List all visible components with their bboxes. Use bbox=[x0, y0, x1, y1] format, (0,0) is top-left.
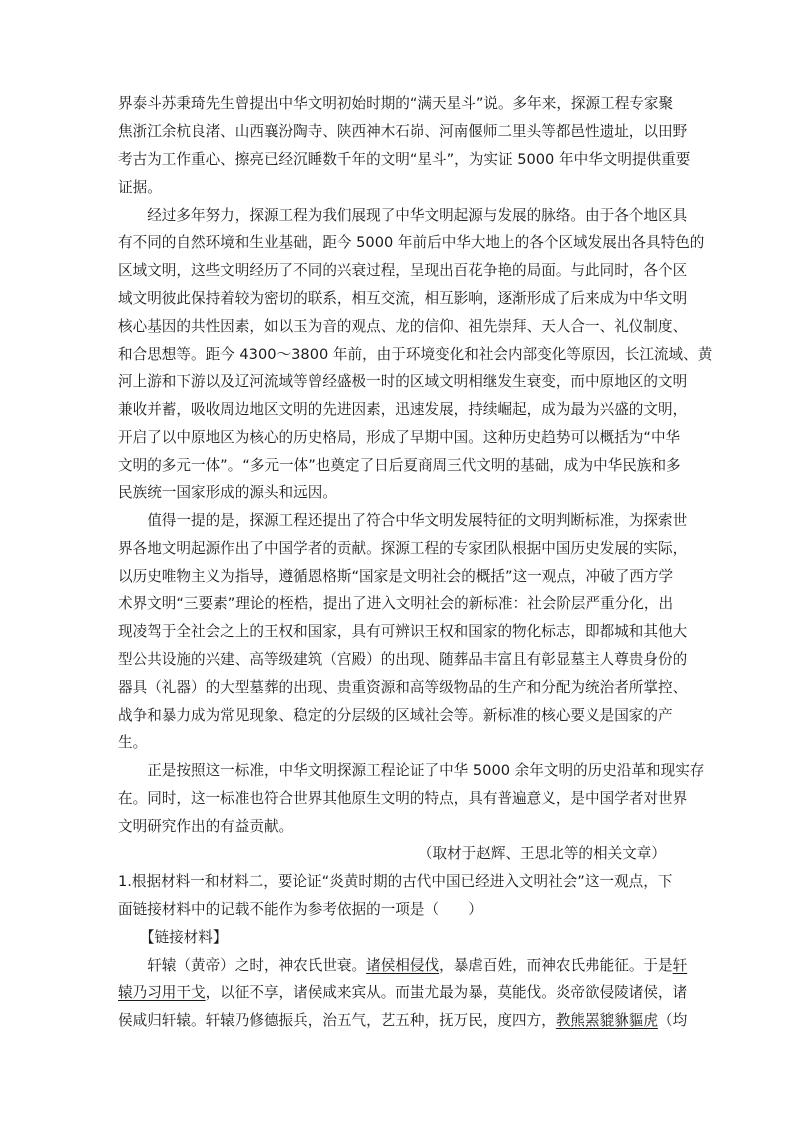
paragraph-line: 生。 bbox=[118, 734, 148, 751]
paragraph-line: 河上游和下游以及辽河流域等曾经盛极一时的区域文明相继发生衰变，而中原地区的文明 bbox=[118, 373, 688, 390]
passage-text: ，以征不享，诸侯咸来宾从。而蚩尤最为暴，莫能伐。炎帝欲侵陵诸侯，诸 bbox=[205, 984, 688, 1001]
paragraph-line: 区域文明，这些文明经历了不同的兴衰过程，呈现出百花争艳的局面。与此同时，各个区 bbox=[118, 262, 688, 279]
paragraph-line: 兼收并蓄，吸收周边地区文明的先进因素，迅速发展，持续崛起，成为最为兴盛的文明， bbox=[118, 401, 688, 418]
passage-text: 侯咸归轩辕。轩辕乃修德振兵，治五气，艺五种，抚万民，度四方， bbox=[118, 1012, 556, 1029]
passage-text: （均 bbox=[658, 1012, 688, 1029]
paragraph-line: 文明研究作出的有益贡献。 bbox=[118, 818, 294, 835]
passage-text: 轩辕（黄帝）之时，神农氏世衰。 bbox=[118, 957, 367, 974]
paragraph-line: 焦浙江余杭良渚、山西襄汾陶寺、陕西神木石峁、河南偃师二里头等都邑性遗址，以田野 bbox=[118, 123, 688, 140]
paragraph-line: 开启了以中原地区为核心的历史格局，形成了早期中国。这种历史趋势可以概括为“中华 bbox=[118, 429, 681, 446]
paragraph-line: 值得一提的是，探源工程还提出了符合中华文明发展特征的文明判断标准，为探索世 bbox=[118, 512, 688, 529]
underlined-phrase: 轩 bbox=[672, 957, 688, 974]
paragraph-line: 核心基因的共性因素，如以玉为音的观点、龙的信仰、祖先崇拜、天人合一、礼仪制度、 bbox=[118, 318, 688, 335]
paragraph-line: 现凌驾于全社会之上的王权和国家，具有可辨识王权和国家的物化标志，即都城和其他大 bbox=[118, 623, 688, 640]
paragraph-line: 型公共设施的兴建、高等级建筑（宫殿）的出现、随葬品丰富且有彰显墓主人尊贵身份的 bbox=[118, 651, 688, 668]
paragraph-line: 证据。 bbox=[118, 179, 162, 196]
paragraph-line: 经过多年努力，探源工程为我们展现了中华文明起源与发展的脉络。由于各个地区具 bbox=[118, 207, 688, 224]
paragraph-line: 考古为工作重心、擦亮已经沉睡数千年的文明“星斗”，为实证 5000 年中华文明提供重要 bbox=[118, 151, 691, 168]
underlined-phrase: 教熊罴貔貅貙虎 bbox=[555, 1012, 658, 1029]
paragraph-line: 界各地文明起源作出了中国学者的贡献。探源工程的专家团队根据中国历史发展的实际， bbox=[118, 540, 688, 557]
question-line: 1.根据材料一和材料二，要论证“炎黄时期的古代中国已经进入文明社会”这一观点，下 bbox=[118, 873, 673, 890]
passage-line bbox=[118, 956, 688, 976]
passage-line bbox=[118, 983, 688, 1003]
paragraph-line: 文明的多元一体”。“多元一体”也奠定了日后夏商周三代文明的基础，成为中华民族和多 bbox=[118, 457, 681, 474]
paragraph-line: 域文明彼此保持着较为密切的联系，相互交流，相互影响，逐渐形成了后来成为中华文明 bbox=[118, 290, 688, 307]
underlined-phrase: 辕乃习用干戈 bbox=[118, 984, 206, 1001]
paragraph-line: 有不同的自然环境和生业基础，距今 5000 年前后中华大地上的各个区域发展出各具特色的 bbox=[118, 234, 705, 251]
passage-line bbox=[118, 1011, 688, 1031]
source-attribution: （取材于赵辉、王思北等的相关文章） bbox=[417, 845, 666, 862]
question-line: 面链接材料中的记载不能作为参考依据的一项是（ ） bbox=[118, 901, 483, 918]
paragraph-line: 界泰斗苏秉琦先生曾提出中华文明初始时期的“满天星斗”说。多年来，探源工程专家聚 bbox=[118, 95, 674, 112]
paragraph-line: 和合思想等。距今 4300～3800 年前，由于环境变化和社会内部变化等原因，长江流域、黄 bbox=[118, 346, 713, 363]
paragraph-line: 在。同时，这一标准也符合世界其他原生文明的特点，具有普遍意义，是中国学者对世界 bbox=[118, 790, 688, 807]
paragraph-line: 正是按照这一标准，中华文明探源工程论证了中华 5000 余年文明的历史沿革和现实存 bbox=[118, 762, 705, 779]
paragraph-line: 战争和暴力成为常见现象、稳定的分层级的区域社会等。新标准的核心要义是国家的产 bbox=[118, 707, 673, 724]
paragraph-line: 术界文明“三要素”理论的桎梏，提出了进入文明社会的新标准：社会阶层严重分化，出 bbox=[118, 595, 674, 612]
paragraph-line: 以历史唯物主义为指导，遵循恩格斯“国家是文明社会的概括”这一观点，冲破了西方学 bbox=[118, 568, 674, 585]
underlined-phrase: 诸侯相侵伐 bbox=[366, 957, 440, 974]
link-material-title: 【链接材料】 bbox=[118, 929, 228, 946]
paragraph-line: 民族统一国家形成的源头和远因。 bbox=[118, 484, 337, 501]
paragraph-line: 器具（礼器）的大型墓葬的出现、贵重资源和高等级物品的生产和分配为统治者所掌控、 bbox=[118, 679, 688, 696]
passage-text: ，暴虐百姓，而神农氏弗能征。于是 bbox=[439, 957, 673, 974]
